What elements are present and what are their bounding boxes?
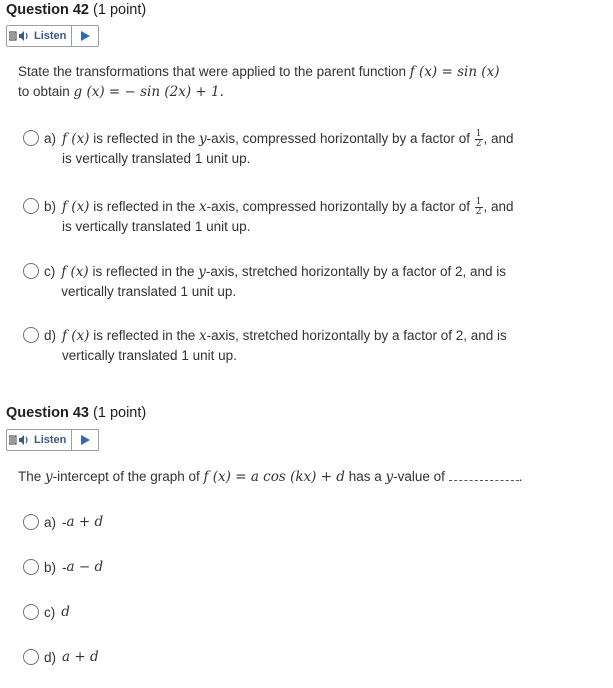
- prompt-text: has a: [344, 469, 386, 484]
- option-42-b[interactable]: [23, 197, 588, 236]
- question-title-text: Question 43: [6, 405, 89, 421]
- option-text-part: -axis, compressed horizontally by a factor of: [206, 199, 474, 214]
- play-icon: [81, 31, 90, 41]
- listen-button[interactable]: [7, 26, 72, 46]
- option-text-part: is reflected in the: [88, 264, 199, 279]
- option-letter: c): [44, 605, 56, 620]
- fraction: [475, 198, 483, 217]
- radio-button[interactable]: [23, 327, 39, 343]
- option-math: f (x): [61, 264, 89, 280]
- option-42-d[interactable]: [23, 326, 588, 365]
- speaker-icon: [9, 30, 31, 42]
- prompt-text: to obtain: [18, 84, 74, 99]
- prompt-text: -value of: [393, 469, 449, 484]
- option-text-part: , and: [483, 199, 514, 214]
- prompt-text: .: [518, 469, 523, 484]
- option-text-part: -axis, compressed horizontally by a factor of: [206, 131, 474, 146]
- radio-button[interactable]: [23, 559, 39, 575]
- option-43-d[interactable]: [23, 648, 99, 667]
- question-43-prompt: [18, 467, 598, 487]
- prompt-math-gx: g (x) = − sin (2x) + 1.: [73, 84, 224, 100]
- radio-button[interactable]: [23, 198, 39, 214]
- option-42-a[interactable]: [23, 129, 588, 168]
- option-letter: c): [44, 264, 56, 279]
- option-text: [62, 197, 588, 236]
- option-letter: d): [44, 328, 57, 343]
- option-math: f (x): [62, 199, 90, 215]
- option-letter: a): [44, 131, 57, 146]
- option-axis: y: [198, 264, 206, 280]
- option-text-part: is reflected in the: [89, 328, 200, 343]
- option-text-part: is vertically translated 1 unit up.: [62, 219, 251, 234]
- option-text: [62, 326, 588, 365]
- prompt-math-fx: f (x) = sin (x): [409, 64, 500, 80]
- option-axis: y: [199, 131, 207, 147]
- play-icon: [81, 435, 90, 445]
- option-letter: a): [44, 515, 57, 530]
- radio-button[interactable]: [23, 649, 39, 665]
- fraction-numerator: 1: [475, 196, 482, 207]
- radio-button[interactable]: [23, 263, 39, 279]
- radio-button[interactable]: [23, 604, 39, 620]
- prompt-math: y: [45, 469, 53, 485]
- fraction-denominator: 2: [475, 206, 482, 217]
- option-text: [62, 129, 588, 168]
- option-text-part: , and: [483, 131, 514, 146]
- answer-blank: [449, 468, 519, 481]
- question-43-title: [6, 405, 146, 421]
- question-points: (1 point): [93, 405, 147, 421]
- option-math: f (x): [62, 328, 90, 344]
- option-text-part: is vertically translated 1 unit up.: [62, 151, 251, 166]
- prompt-math: y: [385, 469, 394, 485]
- listen-label: Listen: [34, 434, 67, 446]
- option-math: a + d: [66, 514, 104, 530]
- option-math: d: [61, 604, 70, 620]
- play-button[interactable]: [72, 26, 98, 46]
- listen-label: Listen: [34, 30, 67, 42]
- option-42-c[interactable]: [23, 262, 588, 301]
- prompt-text: State the transformations that were applied to the parent function: [18, 64, 410, 79]
- option-text-part: vertically translated 1 unit up.: [62, 348, 237, 363]
- prompt-text: The: [18, 469, 46, 484]
- prompt-math-fx: f (x) = a cos (kx) + d: [203, 469, 345, 485]
- option-letter: b): [44, 199, 57, 214]
- prompt-text: -intercept of the graph of: [52, 469, 204, 484]
- option-text: [61, 262, 588, 301]
- option-prefix: -: [62, 560, 67, 575]
- listen-widget-42[interactable]: [6, 25, 99, 47]
- speaker-icon: [9, 434, 31, 446]
- play-button[interactable]: [72, 430, 98, 450]
- option-letter: b): [44, 560, 57, 575]
- option-math: f (x): [62, 131, 90, 147]
- question-title-text: Question 42: [6, 2, 89, 18]
- fraction: [475, 130, 483, 149]
- option-text-part: -axis, stretched horizontally by a factor of 2, and is: [206, 328, 507, 343]
- option-math: a + d: [62, 649, 99, 665]
- fraction-denominator: 2: [475, 138, 482, 149]
- radio-button[interactable]: [23, 130, 39, 146]
- listen-widget-43[interactable]: [6, 429, 99, 451]
- radio-button[interactable]: [23, 514, 39, 530]
- option-axis: x: [199, 328, 207, 344]
- option-prefix: -: [62, 515, 67, 530]
- option-43-a[interactable]: [23, 513, 103, 532]
- option-text-part: -axis, stretched horizontally by a factor of 2, and is: [205, 264, 507, 279]
- option-text-part: is reflected in the: [89, 199, 200, 214]
- option-43-b[interactable]: [23, 558, 103, 577]
- option-math: a − d: [66, 559, 104, 575]
- question-42-title: [6, 2, 146, 18]
- question-points: (1 point): [93, 2, 147, 18]
- question-42-prompt: [18, 62, 588, 102]
- option-text-part: vertically translated 1 unit up.: [61, 284, 237, 299]
- fraction-numerator: 1: [475, 128, 482, 139]
- option-text-part: is reflected in the: [89, 131, 200, 146]
- listen-button[interactable]: [7, 430, 72, 450]
- option-letter: d): [44, 650, 57, 665]
- option-axis: x: [199, 199, 207, 215]
- option-43-c[interactable]: [23, 603, 70, 622]
